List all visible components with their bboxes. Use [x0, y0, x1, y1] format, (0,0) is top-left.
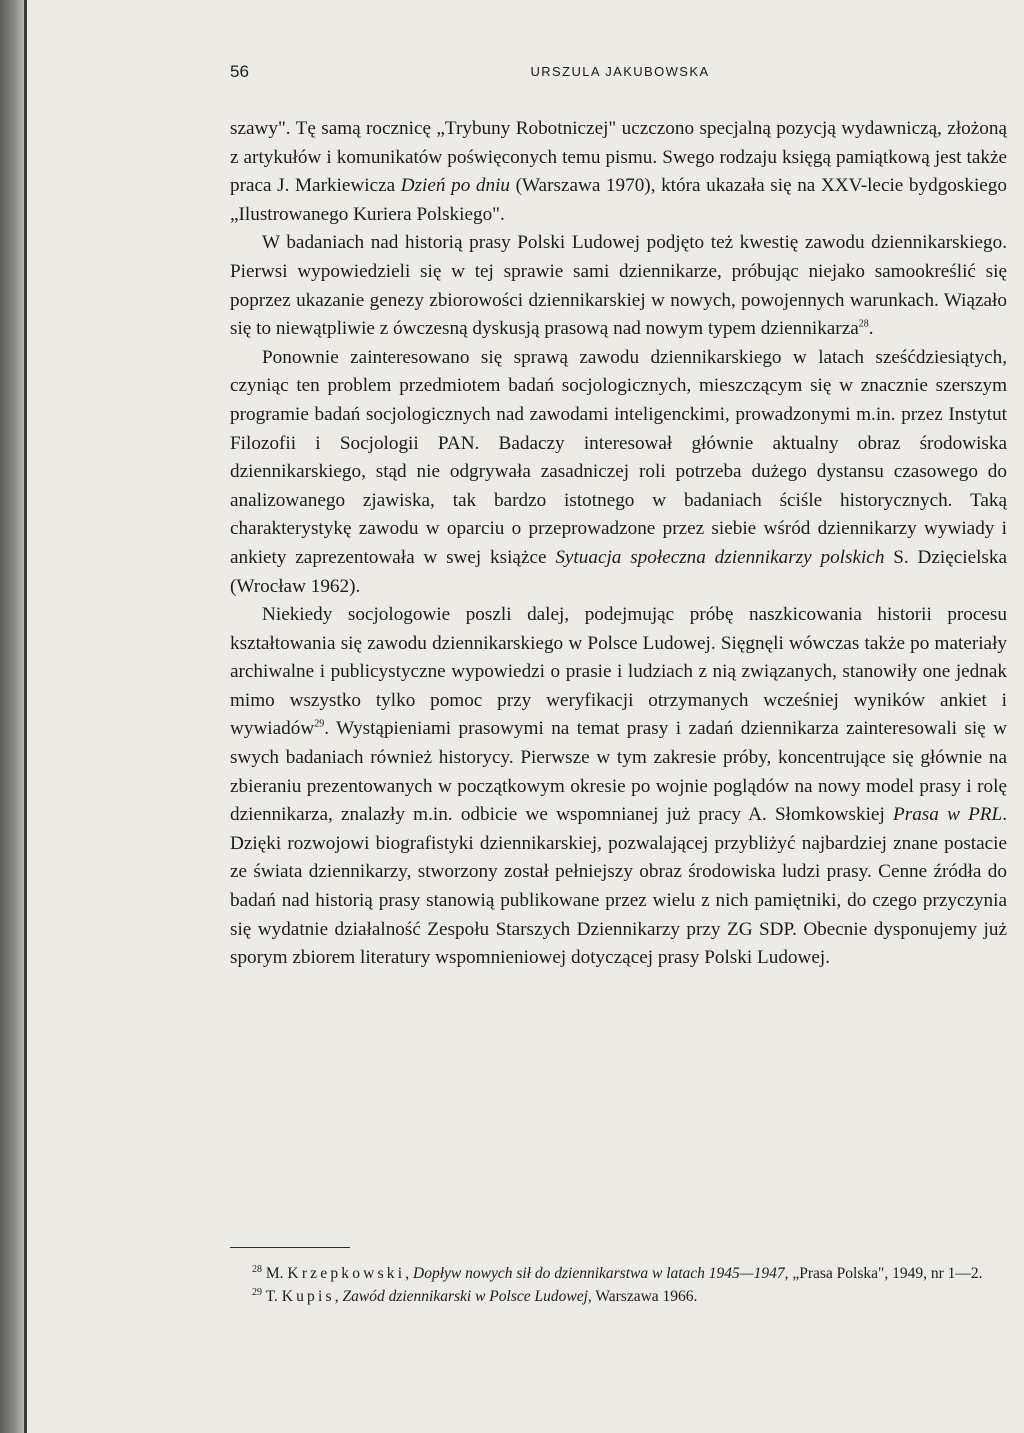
- footnote-separator: [230, 1247, 350, 1248]
- paragraph-2-text-b: .: [868, 318, 874, 340]
- body-text: [230, 115, 1007, 973]
- footnote-title: Dopływ nowych sił do dziennikarstwa w latach 1945—1947: [413, 1265, 785, 1282]
- book-spine-shadow: [0, 0, 24, 1433]
- footnote-rest: , „Prasa Polska", 1949, nr 1—2.: [784, 1265, 983, 1282]
- footnote-ref-29: 29: [314, 719, 325, 731]
- author-name: Kupis: [281, 1288, 335, 1305]
- footnote-title: Zawód dziennikarski w Polsce Ludowej: [342, 1288, 588, 1305]
- footnote-ref-28: 28: [858, 318, 869, 330]
- author-initial: M.: [265, 1265, 284, 1282]
- page-header: [230, 62, 1010, 92]
- paragraph-4-text-c: . Dzięki rozwojowi biografistyki dziennikarskiej, pozwalającej przybliżyć najbardziej znane postacie ze świata dziennikarzy, stworzony został pełniejszy obraz środowiska ludzi prasy. Cenne źródła do badań nad historią prasy stanowią publikowane przez wielu z nich pamiętniki, do czego przyczynia się wydatnie działalność Zespołu Starszych Dziennikarzy przy ZG SDP. Obecnie dysponujemy już sporym zbiorem literatury wspomnieniowej dotyczącej prasy Polski Ludowej.: [230, 804, 1007, 969]
- footnote-29: [230, 1285, 1007, 1308]
- footnote-separator-text: ,: [405, 1265, 414, 1282]
- footnote-separator-text: ,: [334, 1288, 343, 1305]
- paragraph-1-text-b: (Warszawa 1970), która ukazała się na XXV-lecie bydgoskiego „Ilustrowanego Kuriera Polskiego".: [230, 175, 1007, 225]
- paragraph-4-text-b: . Wystąpieniami prasowymi na temat prasy i zadań dziennikarza zainteresowali się w swych badaniach również historycy. Pierwsze w tym zakresie próby, koncentrujące się głównie na zbieraniu prezentowanych w początkowym okresie po wojnie poglądów na nowy model prasy i rolę dziennikarza, znalazły m.in. odbicie we wspomnianej już pracy A. Słomkowskiej: [230, 718, 1007, 826]
- running-head: URSZULA JAKUBOWSKA: [530, 64, 710, 79]
- footnote-number: 29: [252, 1286, 262, 1298]
- paragraph-2-text-a: W badaniach nad historią prasy Polski Ludowej podjęto też kwestię zawodu dziennikarskiego. Pierwsi wypowiedzieli się w tej sprawie sami dziennikarze, próbując niejako samookreślić się poprzez ukazanie genezy zbiorowości dziennikarskiej w nowych, powojennych warunkach. Wiązało się to niewątpliwie z ówczesną dyskusją prasową nad nowym typem dziennikarza: [230, 232, 1007, 340]
- paragraph-2: [230, 229, 1007, 343]
- footnote-rest: , Warszawa 1966.: [587, 1288, 698, 1305]
- footnote-28: [230, 1262, 1007, 1285]
- paragraph-3-text-b: S. Dzięcielska (Wrocław 1962).: [230, 546, 1008, 597]
- paragraph-4-text-a: Niekiedy socjologowie poszli dalej, podejmując próbę naszkicowania historii procesu kształtowania się zawodu dziennikarskiego w Polsce Ludowej. Sięgnęli wówczas także po materiały archiwalne i publicystyczne wypowiedzi o prasie i ludziach z nią związanych, stanowiły one jednak mimo wszystko tylko pomoc przy weryfikacji otrzymanych wcześniej wyników ankiet i wywiadów: [230, 604, 1007, 740]
- book-title-sytuacja-spoleczna: Sytuacja społeczna dziennikarzy polskich: [555, 546, 885, 568]
- paragraph-1: [230, 115, 1007, 229]
- book-title-dzien-po-dniu: Dzień po dniu: [400, 175, 510, 197]
- author-name: Krzepkowski: [287, 1265, 406, 1282]
- page-number: 56: [230, 62, 249, 81]
- paragraph-3: [230, 344, 1007, 601]
- paragraph-3-text-a: Ponownie zainteresowano się sprawą zawodu dziennikarskiego w latach sześćdziesiątych, czyniąc ten problem przedmiotem badań socjologicznych, mieszczącym się w znacznie szerszym programie badań socjologicznych nad zawodami inteligenckimi, prowadzonymi m.in. przez Instytut Filozofii i Socjologii PAN. Badaczy interesował głównie aktualny obraz środowiska dziennikarskiego, stąd nie odgrywała zasadniczej roli potrzeba dużego dystansu czasowego do analizowanego zjawiska, tak bardzo istotnego w badaniach ściśle historycznych. Taką charakterystykę zawodu w oparciu o przeprowadzone przez siebie wśród dziennikarzy wywiady i ankiety zaprezentowała w swej książce: [230, 346, 1007, 568]
- book-page: [24, 0, 1024, 1433]
- footnote-number: 28: [252, 1263, 262, 1275]
- author-initial: T.: [265, 1288, 278, 1305]
- footnotes: [230, 1262, 1007, 1308]
- book-title-prasa-w-prl: Prasa w PRL: [893, 804, 1003, 826]
- paragraph-4: [230, 601, 1007, 973]
- paragraph-1-text-a: szawy". Tę samą rocznicę „Trybuny Robotniczej" uczczono specjalną pozycją wydawniczą, złożoną z artykułów i komunikatów poświęconych temu pismu. Swego rodzaju księgą pamiątkową jest także praca J. Markiewicza: [230, 118, 1007, 197]
